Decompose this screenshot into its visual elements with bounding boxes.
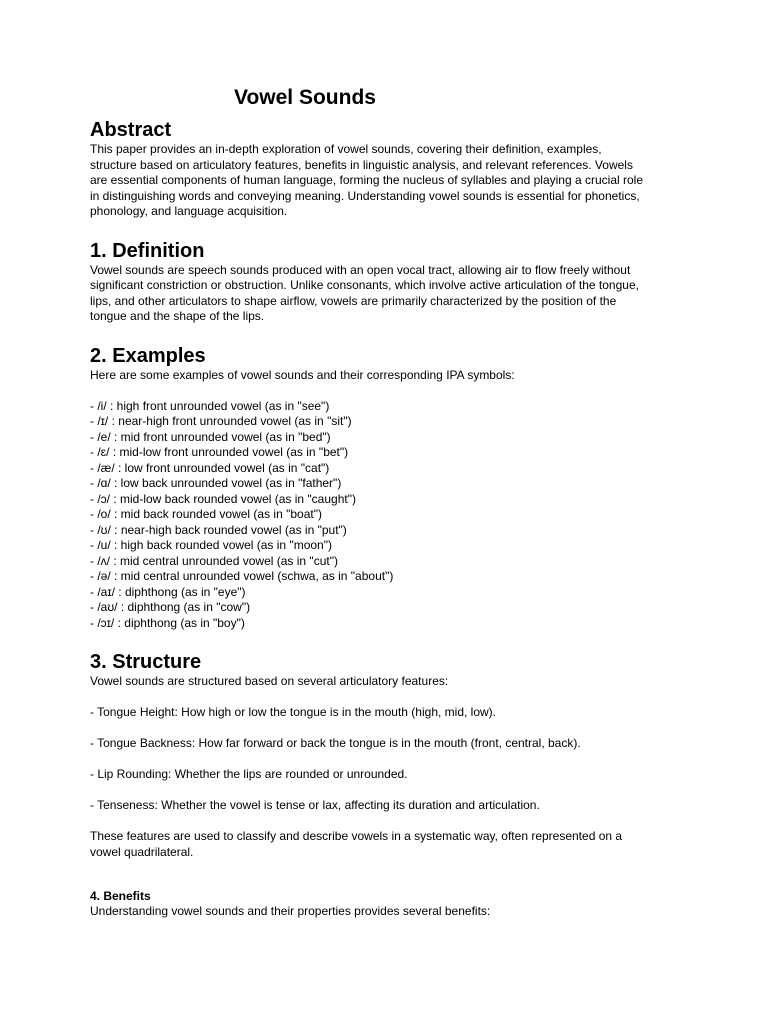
abstract-section: [90, 118, 690, 220]
structure-closing-paragraph: [90, 829, 690, 860]
structure-feature: - Lip Rounding: Whether the lips are rounded or unrounded.: [90, 767, 408, 781]
definition-line: tongue and the shape of the lips.: [90, 309, 265, 323]
structure-feature: - Tongue Backness: How far forward or back the tongue is in the mouth (front, central, back).: [90, 736, 581, 750]
vowel-example-item: - /ɔɪ/ : diphthong (as in "boy"): [90, 615, 245, 630]
abstract-line: are essential components of human language, forming the nucleus of syllables and playing a crucial role: [90, 173, 643, 187]
vowel-example-item: - /ə/ : mid central unrounded vowel (schwa, as in "about"): [90, 569, 394, 583]
vowel-examples-list: [90, 399, 690, 632]
abstract-line: phonology, and language acquisition.: [90, 204, 288, 218]
abstract-line: This paper provides an in-depth exploration of vowel sounds, covering their definition, examples,: [90, 142, 602, 156]
definition-paragraph: [90, 263, 690, 325]
abstract-heading: Abstract: [90, 119, 172, 141]
structure-closing-line: vowel quadrilateral.: [90, 844, 194, 859]
vowel-example-item: - /u/ : high back rounded vowel (as in "moon"): [90, 538, 332, 552]
structure-section: [90, 650, 690, 860]
examples-intro: Here are some examples of vowel sounds and their corresponding IPA symbols:: [90, 367, 515, 382]
benefits-intro: Understanding vowel sounds and their properties provides several benefits:: [90, 904, 491, 918]
vowel-example-item: - /e/ : mid front unrounded vowel (as in "bed"): [90, 429, 331, 444]
definition-heading: 1. Definition: [90, 239, 205, 262]
vowel-example-item: - /ɔ/ : mid-low back rounded vowel (as in "caught"): [90, 491, 356, 506]
vowel-example-item: - /i/ : high front unrounded vowel (as in "see"): [90, 398, 330, 413]
vowel-example-item: - /æ/ : low front unrounded vowel (as in "cat"): [90, 460, 330, 475]
document-title: Vowel Sounds: [234, 86, 376, 109]
examples-heading: 2. Examples: [90, 344, 206, 367]
vowel-example-item: - /ʌ/ : mid central unrounded vowel (as in "cut"): [90, 553, 338, 568]
examples-section: [90, 344, 690, 632]
vowel-example-item: - /ɪ/ : near-high front unrounded vowel (as in "sit"): [90, 414, 352, 428]
benefits-heading: 4. Benefits: [90, 889, 151, 903]
definition-line: significant constriction or obstruction. Unlike consonants, which involve active articulation of the tongue,: [90, 278, 639, 292]
document-body: [90, 118, 690, 920]
structure-feature: - Tongue Height: How high or low the tongue is in the mouth (high, mid, low).: [90, 705, 496, 719]
vowel-example-item: - /ʊ/ : near-high back rounded vowel (as in "put"): [90, 522, 347, 537]
vowel-example-item: - /aɪ/ : diphthong (as in "eye"): [90, 584, 246, 599]
definition-line: lips, and other articulators to shape airflow, vowels are primarily characterized by the position of the: [90, 293, 617, 308]
definition-line: Vowel sounds are speech sounds produced with an open vocal tract, allowing air to flow freely without: [90, 262, 631, 277]
benefits-section: [90, 888, 690, 920]
vowel-example-item: - /ɛ/ : mid-low front unrounded vowel (as in "bet"): [90, 445, 349, 459]
abstract-line: structure based on articulatory features, benefits in linguistic analysis, and relevant references. Vowels: [90, 157, 633, 172]
vowel-example-item: - /aʊ/ : diphthong (as in "cow"): [90, 600, 251, 614]
abstract-paragraph: [90, 142, 690, 220]
structure-closing-line: These features are used to classify and describe vowels in a systematic way, often represented on a: [90, 829, 623, 843]
structure-feature: - Tenseness: Whether the vowel is tense or lax, affecting its duration and articulation.: [90, 798, 540, 812]
abstract-line: in distinguishing words and conveying meaning. Understanding vowel sounds is essential for phonetics,: [90, 188, 640, 203]
structure-intro: Vowel sounds are structured based on several articulatory features:: [90, 674, 449, 688]
vowel-example-item: - /o/ : mid back rounded vowel (as in "boat"): [90, 507, 322, 521]
vowel-example-item: - /ɑ/ : low back unrounded vowel (as in "father"): [90, 476, 342, 490]
definition-section: [90, 239, 690, 325]
structure-heading: 3. Structure: [90, 651, 202, 673]
